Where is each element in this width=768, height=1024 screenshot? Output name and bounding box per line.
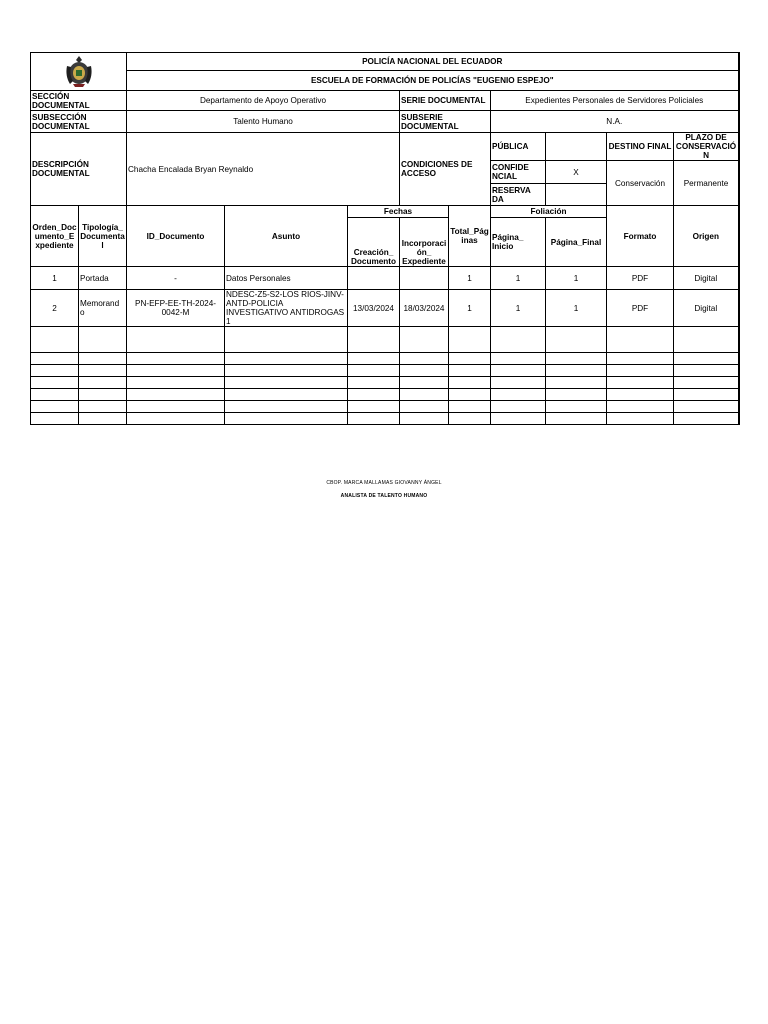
school-title: ESCUELA DE FORMACIÓN DE POLICÍAS "EUGENIO ESPEJO" (310, 76, 554, 85)
cell-orden: 1 (31, 267, 79, 290)
header-cell-school (127, 71, 739, 91)
table-row-empty (31, 389, 739, 401)
reservada-label: RESERVA DA (491, 184, 546, 206)
plazo-value: Permanente (674, 161, 739, 206)
subserie-label: SUBSERIE DOCUMENTAL (400, 111, 491, 133)
subserie-value: N.A. (491, 111, 739, 133)
cell-formato: PDF (607, 267, 674, 290)
publica-label: PÚBLICA (491, 133, 546, 161)
col-incorporacion: Incorporaci ón_ Expediente (400, 218, 449, 267)
cell-origen: Digital (674, 267, 739, 290)
condiciones-label: CONDICIONES DE ACCESO (400, 133, 491, 206)
inventory-sheet (30, 52, 738, 425)
serie-value: Expedientes Personales de Servidores Policiales (491, 91, 739, 111)
subseccion-label: SUBSECCIÓN DOCUMENTAL (31, 111, 127, 133)
inventory-table (30, 52, 740, 425)
cell-creacion: 13/03/2024 (348, 290, 400, 327)
table-row-empty (31, 327, 739, 353)
col-id: ID_Documento (127, 206, 225, 267)
signature-name: CBOP. MARCA MALLAMAS GIOVANNY ÁNGEL (326, 480, 442, 486)
cell-incorporacion: 18/03/2024 (400, 290, 449, 327)
subseccion-value: Talento Humano (127, 111, 400, 133)
reservada-mark (546, 184, 607, 206)
table-row-empty (31, 365, 739, 377)
table-row (31, 290, 739, 327)
header-cell (127, 53, 739, 71)
institution-title: POLICÍA NACIONAL DEL ECUADOR (362, 57, 503, 66)
cell-incorporacion (400, 267, 449, 290)
cell-id: PN-EFP-EE-TH-2024-0042-M (127, 290, 225, 327)
logo-cell (31, 53, 127, 91)
cell-origen: Digital (674, 290, 739, 327)
col-pagina-inicio: Página_ Inicio (491, 218, 546, 267)
table-row (31, 267, 739, 290)
publica-mark (546, 133, 607, 161)
cell-asunto: NDESC-Z5-S2-LOS RIOS-JINV-ANTD-POLICIA INVESTIGATIVO ANTIDROGAS 1 (225, 290, 348, 327)
cell-total: 1 (449, 267, 491, 290)
col-fechas: Fechas (348, 206, 449, 218)
table-row-empty (31, 353, 739, 365)
seccion-value: Departamento de Apoyo Operativo (127, 91, 400, 111)
descripcion-label: DESCRIPCIÓN DOCUMENTAL (31, 133, 127, 206)
plazo-label: PLAZO DE CONSERVACIÓ N (674, 133, 739, 161)
confidencial-label: CONFIDE NCIAL (491, 161, 546, 184)
col-creacion: Creación_ Documento (348, 218, 400, 267)
cell-tipologia: Portada (79, 267, 127, 290)
serie-label: SERIE DOCUMENTAL (400, 91, 491, 111)
destino-value: Conservación (607, 161, 674, 206)
col-orden: Orden_Doc umento_E xpediente (31, 206, 79, 267)
cell-formato: PDF (607, 290, 674, 327)
col-foliacion: Foliación (491, 206, 607, 218)
col-pagina-final: Página_Final (546, 218, 607, 267)
col-asunto: Asunto (225, 206, 348, 267)
signature-role: ANALISTA DE TALENTO HUMANO (340, 493, 428, 499)
col-tipologia: Tipología_ Documenta l (79, 206, 127, 267)
cell-final: 1 (546, 267, 607, 290)
cell-id: - (127, 267, 225, 290)
cell-inicio: 1 (491, 267, 546, 290)
destino-label: DESTINO FINAL (607, 133, 674, 161)
cell-creacion (348, 267, 400, 290)
table-row-empty (31, 413, 739, 425)
cell-orden: 2 (31, 290, 79, 327)
seccion-label: SECCIÓN DOCUMENTAL (31, 91, 127, 111)
cell-total: 1 (449, 290, 491, 327)
cell-inicio: 1 (491, 290, 546, 327)
cell-asunto: Datos Personales (225, 267, 348, 290)
descripcion-value: Chacha Encalada Bryan Reynaldo (127, 133, 400, 206)
cell-tipologia: Memorand o (79, 290, 127, 327)
col-total: Total_Pág inas (449, 206, 491, 267)
table-row-empty (31, 377, 739, 389)
confidencial-mark: X (546, 161, 607, 184)
col-origen: Origen (674, 206, 739, 267)
police-emblem-icon (64, 54, 94, 88)
cell-final: 1 (546, 290, 607, 327)
table-row-empty (31, 401, 739, 413)
col-formato: Formato (607, 206, 674, 267)
